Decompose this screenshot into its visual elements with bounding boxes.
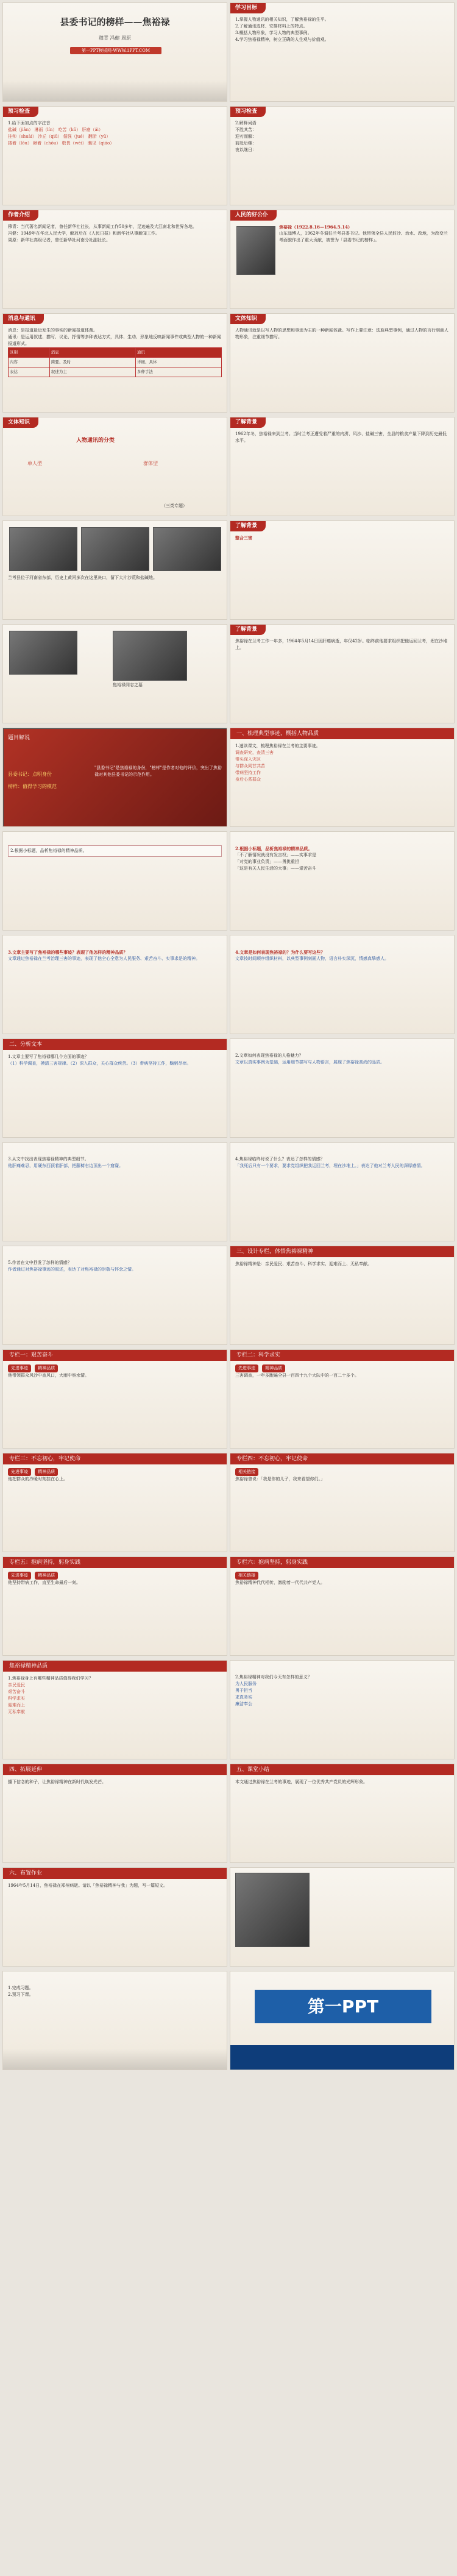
event-item: 与群众同甘共苦: [235, 764, 265, 768]
slide-tomb: [2, 624, 227, 723]
slide-q4: [230, 935, 455, 1034]
label-pill: 相关链接: [235, 1468, 258, 1476]
section-banner: 专栏五：抱病坚持，躬身实践: [3, 1557, 227, 1568]
answer: 文章按时间顺序组织材料，以典型事例刻画人物，语言朴实深沉，情感真挚感人。: [235, 956, 389, 961]
slide-summary: [230, 1764, 455, 1863]
slide-heading: 题目解说: [8, 735, 30, 741]
definition: 通讯：是运用叙述、描写、议论、抒情等多种表达方式，具体、生动、形象地反映新闻事件或典型人物的一种新闻报道形式。: [8, 335, 221, 346]
explain-quote: "县委书记"是焦裕禄的身份，"榜样"是作者对他的评价，突出了焦裕禄对其他县委书记的示范作用。: [94, 765, 222, 777]
section-banner: 二、分析文本: [3, 1039, 227, 1050]
note: （三类专题）: [161, 503, 187, 508]
slide-heading: 消息与通讯: [3, 314, 44, 324]
label-pill: 精神品质: [35, 1572, 58, 1580]
slide-tasks: [2, 1971, 227, 2070]
label-pill: 先进事迹: [8, 1468, 31, 1476]
ink-landscape: [3, 2049, 227, 2070]
slide-heading: 文体知识: [230, 314, 266, 324]
ink-landscape: [3, 80, 227, 101]
task-item: 2.预习下课。: [8, 1992, 34, 1997]
section-banner: 焦裕禄精神品质: [3, 1661, 227, 1672]
quality-item: 艰苦奋斗: [8, 1689, 25, 1694]
column-text: 他带领群众风沙中查风口，大雨中察水情。: [8, 1373, 89, 1378]
slide-heading: 了解背景: [230, 625, 266, 635]
slide-meaning: [230, 1660, 455, 1759]
summary-text: 本文通过焦裕禄在兰考的事迹，展现了一位优秀共产党员的光辉形象。: [235, 1779, 367, 1784]
slide-column-2: [230, 1349, 455, 1449]
slide-preview-1: [2, 106, 227, 205]
landscape-photo: [153, 527, 221, 571]
question: 1.文章主要写了焦裕禄哪几个方面的事迹？: [8, 1054, 89, 1059]
spirit-text: 焦裕禄精神是：亲民爱民、艰苦奋斗、科学求实、迎难而上、无私奉献。: [235, 1261, 372, 1266]
slide-heading: 了解背景: [230, 417, 266, 428]
column-text: 焦裕禄精神代代相传，激励着一代代共产党人。: [235, 1580, 325, 1585]
slide-heading: 学习目标: [230, 3, 266, 13]
term-line: 夜以继日：: [235, 147, 257, 152]
label-pill: 精神品质: [35, 1364, 58, 1372]
question: 4.文章是如何表现焦裕禄的？为什么要写这些？: [235, 949, 325, 955]
section-banner: 六、布置作业: [3, 1868, 227, 1879]
question: 1.速读课文，梳理焦裕禄在兰考的主要事迹。: [235, 743, 321, 748]
quality-item: 科学求实: [8, 1696, 25, 1701]
label-pill: 精神品质: [262, 1364, 285, 1372]
lesson-title: 县委书记的榜样——焦裕禄: [60, 16, 170, 27]
objective-item: 3.概括人物形象，学习人物的典型事例。: [235, 30, 312, 35]
objective-item: 4.学习焦裕禄精神，树立正确的人生观与价值观。: [235, 37, 329, 42]
slide-brand: [230, 1971, 455, 2070]
slide-genre: [230, 313, 455, 413]
slide-homework: [2, 1867, 227, 1967]
slide-servant: [230, 210, 455, 309]
portrait-photo: [235, 1873, 310, 1947]
label-pill: 相关链接: [235, 1572, 258, 1580]
subtopic: 整合三害: [235, 535, 252, 541]
slide-photo: [230, 1867, 455, 1967]
meaning-item: 勇于担当: [235, 1688, 252, 1693]
meaning-item: 为人民服务: [235, 1681, 257, 1686]
slide-spirit: [230, 1246, 455, 1345]
answer: 文章通过焦裕禄在兰考治理三害的事迹，表现了他全心全意为人民服务、艰苦奋斗、实事求是的精神。: [8, 956, 200, 961]
slide-title: [2, 2, 227, 102]
slide-analysis-5: [2, 1246, 227, 1345]
question: 1.焦裕禄身上有哪些精神品质值得我们学习？: [8, 1676, 93, 1681]
quality-row: 「对党的事业负责」——勇挑重担: [235, 859, 299, 864]
author-para: 周原：新华社高级记者，曾任新华社河南分社副社长。: [8, 238, 110, 243]
column-text: 他坚持带病工作，直至生命最后一刻。: [8, 1580, 80, 1585]
question: 4.焦裕禄临终时说了什么？表达了怎样的情感？: [235, 1157, 325, 1162]
subheading: 2.解释词语: [235, 121, 257, 126]
background-text: 焦裕禄在兰考工作一年多，1964年5月14日因肝癌病逝，年仅42岁。临终前他要求组织把他运回兰考，埋在沙堆上。: [235, 639, 448, 650]
task-item: 1.完成习题。: [8, 1985, 34, 1990]
column-text: 焦裕禄曾说：「我是你的儿子，我来看望你们。」: [235, 1477, 325, 1481]
slide-quality: [230, 831, 455, 931]
slide-heading: 文体知识: [3, 417, 38, 428]
pinyin-line: 搂着（lǒu） 瞅着（chǒu） 敬畏（wèi） 瞧见（qiáo）: [8, 141, 115, 146]
section-banner: 专栏一：艰苦奋斗: [3, 1350, 227, 1361]
answer: （1）科学调查，摸清三害规律。（2）深入群众，关心群众疾苦。（3）带病坚持工作，鞠躬尽瘁。: [8, 1061, 191, 1066]
objective-item: 2.了解通讯选材、安排材料上的特点。: [235, 24, 308, 29]
diagram-box: 2.根据小标题，品析焦裕禄的精神品质。: [8, 845, 222, 857]
slide-analysis-3: [2, 1142, 227, 1241]
slide-q3: [2, 935, 227, 1034]
pinyin-line: 盐碱（jiǎn） 淋雨（lín） 吃苦（kǔ） 肝癌（ái）: [8, 127, 103, 132]
section-banner: 专栏六：抱病坚持，躬身实践: [230, 1557, 454, 1568]
quality-item: 无私奉献: [8, 1709, 25, 1714]
pinyin-line: 挂帅（shuài） 沙丘（qiū） 倔强（jué） 翻淤（yū）: [8, 134, 111, 139]
compare-table: 区别 消息 通讯 内容 简要、及时 详细、具体 表达 叙述为主 多种手法: [8, 347, 222, 377]
slide-heading: 了解背景: [230, 521, 266, 531]
subheading: 1.给下面加点的字注音: [8, 121, 51, 126]
genre-text: 人物通讯就是以写人物的思想和事迹为主的一种新闻体裁。写作上要注意：选取典型事例，通过人物的言行刻画人物形象，注重细节描写。: [235, 328, 448, 339]
tree-photo: [9, 631, 77, 675]
slide-analysis-1: [2, 1038, 227, 1138]
slide-background-3: [230, 624, 455, 723]
slide-column-1: [2, 1349, 227, 1449]
brand-logo: 第一PPT模板网-WWW.1PPT.COM: [70, 47, 161, 54]
column-text: 三害调查，一年多跑遍全县一百四十九个大队中的一百二十多个。: [235, 1373, 359, 1378]
question: 2.根据小标题，品析焦裕禄的精神品质。: [235, 846, 313, 851]
meaning-item: 廉洁奉公: [235, 1701, 252, 1706]
question: 2.文章如何表现焦裕禄的人格魅力？: [235, 1053, 303, 1058]
term-line: 前赴后继：: [235, 141, 257, 146]
tomb-photo: [113, 631, 187, 681]
center-topic: 人物通讯的分类: [76, 438, 115, 444]
type-b: 群体型: [143, 461, 158, 466]
portrait-photo: [236, 226, 275, 275]
event-item: 身后心系群众: [235, 777, 261, 782]
term-line: 迎刃而解：: [235, 134, 257, 139]
slide-heading: 预习检查: [3, 107, 38, 117]
slide-heading: 作者介绍: [3, 210, 38, 221]
question: 3.文章主要写了焦裕禄的哪些事迹？表现了他怎样的精神品质？: [8, 949, 128, 955]
homework-text: 1964年5月14日，焦裕禄在郑州病逝。请以「焦裕禄精神与我」为题，写一篇短文。: [8, 1883, 168, 1888]
slide-column-6: [230, 1556, 455, 1656]
slide-preview-2: [230, 106, 455, 205]
person-intro: 山东淄博人，1962年冬调任兰考县委书记。他带领全县人民封沙、治水、改地，为改变兰考面貌作出了重大贡献，被誉为「县委书记的榜样」。: [279, 231, 448, 243]
quality-item: 亲民爱民: [8, 1683, 25, 1687]
answer: 「我死后只有一个要求，要求党组织把我运回兰考，埋在沙堆上。」表达了他对兰考人民的深厚感情。: [235, 1163, 425, 1168]
event-item: 调查研究，查清三害: [235, 750, 274, 755]
authors: 穆青 冯健 周原: [98, 35, 132, 41]
answer: 文章以真实事例为基础，运用细节描写与人物语言，展现了焦裕禄高尚的品质。: [235, 1060, 384, 1065]
section-banner: 三、设计专栏，体悟焦裕禄精神: [230, 1246, 454, 1257]
brand-title: 第一PPT: [255, 1990, 431, 2023]
slide-column-3: [2, 1453, 227, 1552]
author-para: 穆青：当代著名新闻记者，曾任新华社社长，从事新闻工作50多年，足迹遍及大江南北和世界各地。: [8, 224, 197, 229]
slide-author: [2, 210, 227, 309]
label-pill: 精神品质: [35, 1468, 58, 1476]
term-line: 不胜其苦：: [235, 127, 257, 132]
slide-genre-types: [2, 417, 227, 516]
slide-diagram: [2, 831, 227, 931]
slide-heading: 预习检查: [230, 107, 266, 117]
author-para: 冯健：1949年在华北人民大学，解放后在《人民日报》和新华社从事新闻工作。: [8, 231, 160, 236]
event-item: 带头深入灾区: [235, 757, 261, 762]
section-banner: 专栏二：科学求实: [230, 1350, 454, 1361]
slide-objectives: [230, 2, 455, 102]
quality-item: 迎难而上: [8, 1703, 25, 1708]
type-a: 单人型: [27, 461, 42, 466]
objective-list: [235, 16, 449, 99]
section-banner: 一、梳理典型事迹，概括人物品质: [230, 728, 454, 739]
quality-row: 「不了解情况就没有发言权」——实事求是: [235, 853, 316, 857]
objective-item: 1.掌握人物通讯的相关知识，了解焦裕禄的生平。: [235, 17, 329, 22]
section-banner: 五、课堂小结: [230, 1764, 454, 1775]
slide-column-4: [230, 1453, 455, 1552]
explain-left: 县委书记：点明身份: [8, 772, 52, 777]
background-text: 1962年冬，焦裕禄来到兰考。当时兰考正遭受着严重的内涝、风沙、盐碱三害，全县的粮食产量下降到历史最低水平。: [235, 431, 447, 443]
question: 5.作者在文中抒发了怎样的情感？: [8, 1260, 72, 1265]
slide-events: [230, 728, 455, 827]
slide-column-5: [2, 1556, 227, 1656]
landscape-photo: [9, 527, 77, 571]
background-caption: 兰考县位于河南省东部，历史上黄河多次在这里决口，留下大片沙荒和盐碱地。: [8, 575, 157, 580]
slide-background-1: [230, 417, 455, 516]
section-banner: 四、拓展延伸: [3, 1764, 227, 1775]
slide-heading: 人民的好公仆: [230, 210, 277, 221]
meaning-item: 求真务实: [235, 1695, 252, 1700]
slide-analysis-2: [230, 1038, 455, 1138]
explain-mid: 榜样：值得学习的模范: [8, 784, 57, 789]
definition: 消息：是报道最近发生的事实的新闻报道体裁。: [8, 328, 97, 333]
tomb-caption: 焦裕禄同志之墓: [113, 683, 143, 687]
person-name: 焦裕禄（1922.8.16—1964.5.14）: [279, 224, 352, 230]
section-banner: 专栏四：不忘初心，牢记使命: [230, 1453, 454, 1464]
extend-text: 播下信念的种子，让焦裕禄精神在新时代焕发光芒。: [8, 1779, 106, 1784]
slide-analysis-4: [230, 1142, 455, 1241]
label-pill: 先进事迹: [235, 1364, 258, 1372]
slide-news-types: [2, 313, 227, 413]
column-text: 他把群众的冷暖时刻挂在心上。: [8, 1477, 68, 1481]
slide-extend: [2, 1764, 227, 1863]
quality-row: 「这是有关人民生活的大事」——艰苦奋斗: [235, 866, 316, 871]
question: 3.从文中找出表现焦裕禄精神的典型细节。: [8, 1157, 89, 1162]
answer: 作者通过对焦裕禄事迹的叙述，表达了对焦裕禄的崇敬与怀念之情。: [8, 1267, 136, 1272]
event-item: 带病坚持工作: [235, 770, 261, 775]
slide-title-explain: [2, 728, 227, 827]
slide-background-2: [230, 520, 455, 620]
brand-strip: [230, 2045, 454, 2070]
slide-quality-summary: [2, 1660, 227, 1759]
label-pill: 先进事迹: [8, 1572, 31, 1580]
section-banner: 专栏三：不忘初心，牢记使命: [3, 1453, 227, 1464]
label-pill: 先进事迹: [8, 1364, 31, 1372]
slide-background-photos: [2, 520, 227, 620]
answer: 他肝痛难忍，用硬东西顶着肝部，把藤椅右边顶出一个窟窿。: [8, 1163, 123, 1168]
landscape-photo: [81, 527, 149, 571]
question: 2.焦裕禄精神对我们今天有怎样的意义？: [235, 1675, 312, 1680]
